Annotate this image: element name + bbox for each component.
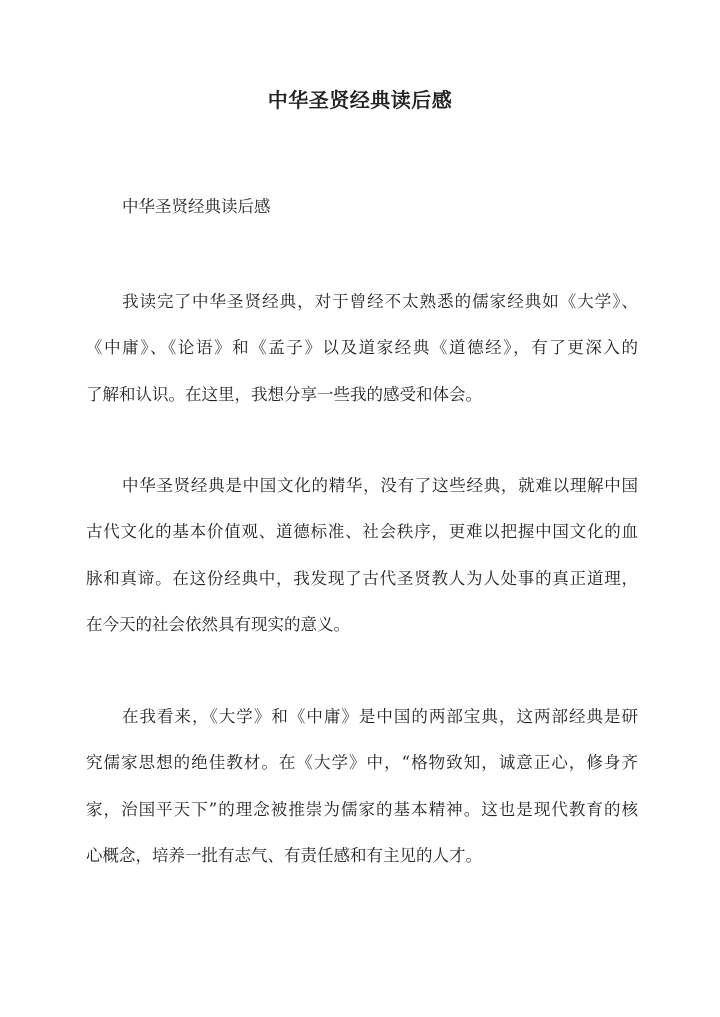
paragraph-line: 我读完了中华圣贤经典，对于曾经不太熟悉的儒家经典如《大学》、 <box>122 292 638 311</box>
paragraph-1 <box>86 279 638 418</box>
paragraph-line: 中华圣贤经典是中国文化的精华，没有了这些经典，就难以理解中国 <box>122 476 638 495</box>
paragraph-line: 了解和认识。在这里，我想分享一些我的感受和体会。 <box>86 384 482 404</box>
paragraph-2 <box>86 463 638 648</box>
paragraph-3 <box>86 694 638 879</box>
paragraph-line: 在今天的社会依然具有现实的意义。 <box>86 614 350 634</box>
paragraph-line: 在我看来，《大学》和《中庸》是中国的两部宝典，这两部经典是研 <box>122 707 638 726</box>
document-title: 中华圣贤经典读后感 <box>267 88 453 112</box>
paragraph-line: 《中庸》、《论语》和《孟子》以及道家经典《道德经》，有了更深入的 <box>86 338 638 358</box>
paragraph-line: 心概念，培养一批有志气、有责任感和有主见的人才。 <box>86 845 482 865</box>
paragraph-line: 脉和真谛。在这份经典中，我发现了古代圣贤教人为人处事的真正道理， <box>86 568 638 588</box>
paragraph-line: 家，治国平天下”的理念被推崇为儒家的基本精神。这也是现代教育的核 <box>86 799 638 819</box>
paragraph-line: 究儒家思想的绝佳教材。在《大学》中，“格物致知，诚意正心，修身齐 <box>86 753 638 773</box>
paragraph-line: 古代文化的基本价值观、道德标准、社会秩序，更难以把握中国文化的血 <box>86 522 638 542</box>
document-subtitle: 中华圣贤经典读后感 <box>122 197 271 216</box>
